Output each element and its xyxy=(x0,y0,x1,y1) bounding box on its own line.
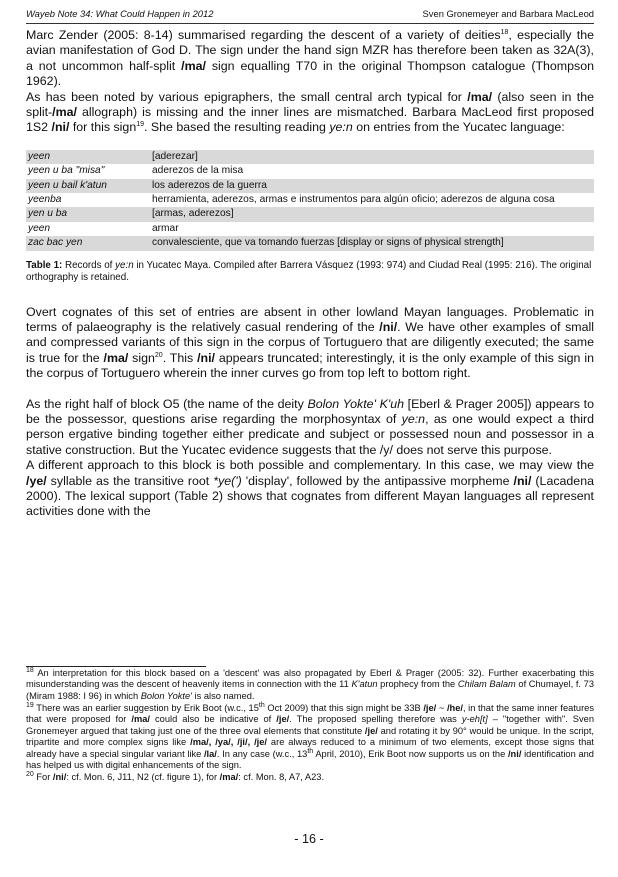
footnote-20 xyxy=(26,772,594,783)
text-run: sign equalling T70 in the original Thompson catalogue (Thompson 1962). xyxy=(26,58,594,89)
text-run: ~ xyxy=(436,703,447,713)
text-run: . The proposed spelling therefore was xyxy=(289,714,462,725)
gloss-cell: convalesciente, que va tomando fuerzas [display or signs of physical strength] xyxy=(150,236,594,250)
paragraph-cognates xyxy=(26,305,594,382)
table-row xyxy=(26,150,594,164)
syllable-ma: /ma/ xyxy=(131,714,150,725)
text-run: : cf. Mon. 6, J11, N2 (cf. figure 1), for xyxy=(66,772,220,783)
page-number: - 16 - xyxy=(294,832,324,846)
lexeme-cell: yeen xyxy=(28,222,51,234)
text-run: As has been noted by various epigraphers, the small central arch typical for xyxy=(26,89,468,104)
ordinal-suffix: th xyxy=(307,747,314,755)
table-row xyxy=(26,179,594,193)
text-run: For xyxy=(33,772,53,783)
text-run: . This xyxy=(162,350,198,365)
text-run: : cf. Mon. 8, A7, A23. xyxy=(238,772,325,783)
footnote-ref-20[interactable]: 20 xyxy=(154,351,163,359)
text-run: . She based the resulting reading xyxy=(144,120,330,135)
text-run: , as one would expect a third person ergative binding together either predicate and subject or possessed noun and possessor in a stative construction. But the Yucatec evidence suggests that the /y/ does not serve this purpose. xyxy=(26,411,594,457)
text-run: (also seen in the split- xyxy=(26,89,594,120)
text-run: (Lacadena 2000). The lexical support (Table 2) shows that cognates from different Mayan languages all represent activities done with the xyxy=(26,473,594,519)
syllable-ni: /ni/ xyxy=(197,350,215,365)
text-run: . We have other examples of small and compressed variants of this sign in the corpus of Tortuguero that are diligently executed; the same is true for the xyxy=(26,319,594,365)
syllable-la: /la/ xyxy=(203,748,217,759)
term-yen: ye:n xyxy=(401,411,426,426)
footnote-number: 20 xyxy=(26,771,34,779)
term-yeht: y-eh[t] xyxy=(461,714,488,725)
text-run: appears truncated; interestingly, it is the only example of this sign in the corpus of Tortuguero wherein the inner curves go from top left to bottom right. xyxy=(26,350,594,381)
text-run: Overt cognates of this set of entries are absent in other lowland Mayan languages. Problematic in terms of palaeography is the relatively casual rendering of the xyxy=(26,304,594,334)
footnote-18 xyxy=(26,668,594,702)
syllable-je: /je/ xyxy=(364,725,378,736)
text-run: An interpretation for this block based on a 'descent' was also propagated by Eberl & Prager (2005: 32). Further exacerbating this misunderstanding was the descent of heavenly items in connection with the 11 xyxy=(26,667,594,690)
term-yen: ye:n xyxy=(329,120,353,135)
syllable-ma: /ma/ xyxy=(181,58,206,73)
text-run: is also named. xyxy=(191,690,255,701)
gloss-cell: herramienta, aderezos, armas e instrumentos para algún oficio; aderezos de alguna cosa xyxy=(152,194,555,206)
lexeme-cell: yeen u ba "misa" xyxy=(28,165,105,177)
term-yen: ye:n xyxy=(115,259,134,271)
lexeme-cell: yeen xyxy=(26,150,150,164)
footnote-ref-18[interactable]: 18 xyxy=(500,28,509,36)
gloss-cell: [aderezar] xyxy=(150,150,594,164)
text-run: 'display', followed by the antipassive morpheme xyxy=(241,473,514,488)
footnote-19 xyxy=(26,703,594,771)
paragraph-different-approach xyxy=(26,458,594,520)
gloss-cell: [armas, aderezos] xyxy=(150,207,594,221)
gloss-cell: armar xyxy=(152,222,179,234)
text-run: could also be indicative of xyxy=(150,714,277,725)
table-row xyxy=(26,164,594,178)
text-run: As the right half of block O5 (the name of the deity xyxy=(26,396,308,411)
text-run: . In any case (w.c., 13 xyxy=(216,748,308,759)
text-run: [Eberl & Prager 2005]) appears to be the possessor, questions arise regarding the morphosyntax of xyxy=(26,396,594,426)
text-run: prophecy from the xyxy=(377,679,458,690)
header-authors: Sven Gronemeyer and Barbara MacLeod xyxy=(422,8,594,19)
yucatec-table xyxy=(26,150,594,251)
term-bolon-yokte: Bolon Yokte' xyxy=(140,690,192,701)
table-row xyxy=(26,222,594,236)
table-row xyxy=(26,193,594,207)
header-series-title: Wayeb Note 34: What Could Happen in 2012 xyxy=(26,8,214,19)
text-run: Records of xyxy=(62,259,116,271)
text-run: for this sign xyxy=(69,120,137,135)
deity-name: Bolon Yokte' K'uh xyxy=(307,396,404,411)
text-run: A different approach to this block is both possible and complementary. In this case, we may view the xyxy=(26,458,594,473)
syllable-ni: /ni/ xyxy=(507,748,522,759)
text-run: in Yucatec Maya. Compiled after Barrera Vásquez (1993: 974) and Ciudad Real (1995: 216). The original orthography is retained. xyxy=(26,259,592,284)
syllable-ni: /ni/ xyxy=(379,319,398,334)
lexeme-cell: yen u ba xyxy=(26,207,150,221)
text-run: of Chumayel, f. 73 (Miram 1988: I 96) in which xyxy=(26,679,594,701)
root-ye: *ye(') xyxy=(213,473,242,488)
text-run: identification and has helped us with digital enhancements of the sign. xyxy=(26,748,594,771)
text-run: allograph) is missing and the inner lines are mismatched. Barbara MacLeod first proposed 1S2 xyxy=(26,105,594,135)
text-run: syllable as the transitive root xyxy=(46,473,214,488)
syllable-ni: /ni/ xyxy=(51,120,70,135)
syllable-ye: /ye/ xyxy=(26,473,47,488)
syllable-ma: /ma/ xyxy=(219,772,239,783)
lexeme-cell: yeen u bail k'atun xyxy=(26,179,150,193)
gloss-cell: aderezos de la misa xyxy=(152,165,244,177)
syllable-je: /je/ xyxy=(423,703,437,713)
text-run: sign xyxy=(128,350,155,365)
syllable-ni: /ni/ xyxy=(52,772,67,783)
running-header xyxy=(26,8,594,24)
text-run: on entries from the Yucatec language: xyxy=(352,120,565,135)
syllable-ma: /ma/ xyxy=(52,105,77,120)
ordinal-suffix: th xyxy=(258,701,265,709)
text-run: are always reduced to a minimum of two elements, except those signs that already have a special singular variant like xyxy=(26,737,594,759)
lexeme-cell: zac bac yen xyxy=(26,236,150,250)
text-run: , especially the avian manifestation of God D. The sign under the hand sign MZR has therefore been taken as 32A(3), a not uncommon half-split xyxy=(26,28,594,73)
footnote-number: 18 xyxy=(26,666,34,674)
lexeme-cell: yeenba xyxy=(28,194,62,206)
text-run: – "together with". Sven Gronemeyer argued that taking just one of the three oval elements that constitute xyxy=(26,714,594,736)
syllable-ma: /ma/ xyxy=(103,350,129,365)
text-run: There was an earlier suggestion by Erik Boot (w.c., 15 xyxy=(33,703,259,713)
paragraph-epigraphers xyxy=(26,90,594,136)
term-katun: K'atun xyxy=(351,679,378,690)
text-run: and rotating it by 90° would be unique. In the script, tripartite and more complex signs like xyxy=(26,725,594,748)
paragraph-zender xyxy=(26,28,594,90)
document-page xyxy=(26,8,594,784)
syllable-je: /je/ xyxy=(276,714,290,725)
syllable-ma: /ma/ xyxy=(467,89,493,104)
table-caption xyxy=(26,260,594,285)
footnote-ref-19[interactable]: 19 xyxy=(136,121,145,129)
text-run: Oct 2009) that this sign might be 33B xyxy=(264,703,424,713)
syllable-list: /ma/, /ya/, /ji/, /je/ xyxy=(190,737,267,748)
syllable-ni: /ni/ xyxy=(513,473,532,488)
table-row xyxy=(26,236,594,250)
table-row xyxy=(26,207,594,221)
text-run: Marc Zender (2005: 8-14) summarised regarding the descent of a variety of deities xyxy=(26,28,501,42)
paragraph-block-o5 xyxy=(26,397,594,459)
gloss-cell: los aderezos de la guerra xyxy=(150,179,594,193)
caption-label: Table 1: xyxy=(26,259,63,271)
text-run: , in that the same inner features that were proposed for xyxy=(26,703,595,725)
footnote-number: 19 xyxy=(26,701,34,709)
term-chilam-balam: Chilam Balam xyxy=(457,679,516,690)
footnote-separator xyxy=(26,666,206,667)
text-run: April, 2010), Erik Boot now supports us on the xyxy=(313,748,508,759)
syllable-he: /he/ xyxy=(446,703,463,713)
